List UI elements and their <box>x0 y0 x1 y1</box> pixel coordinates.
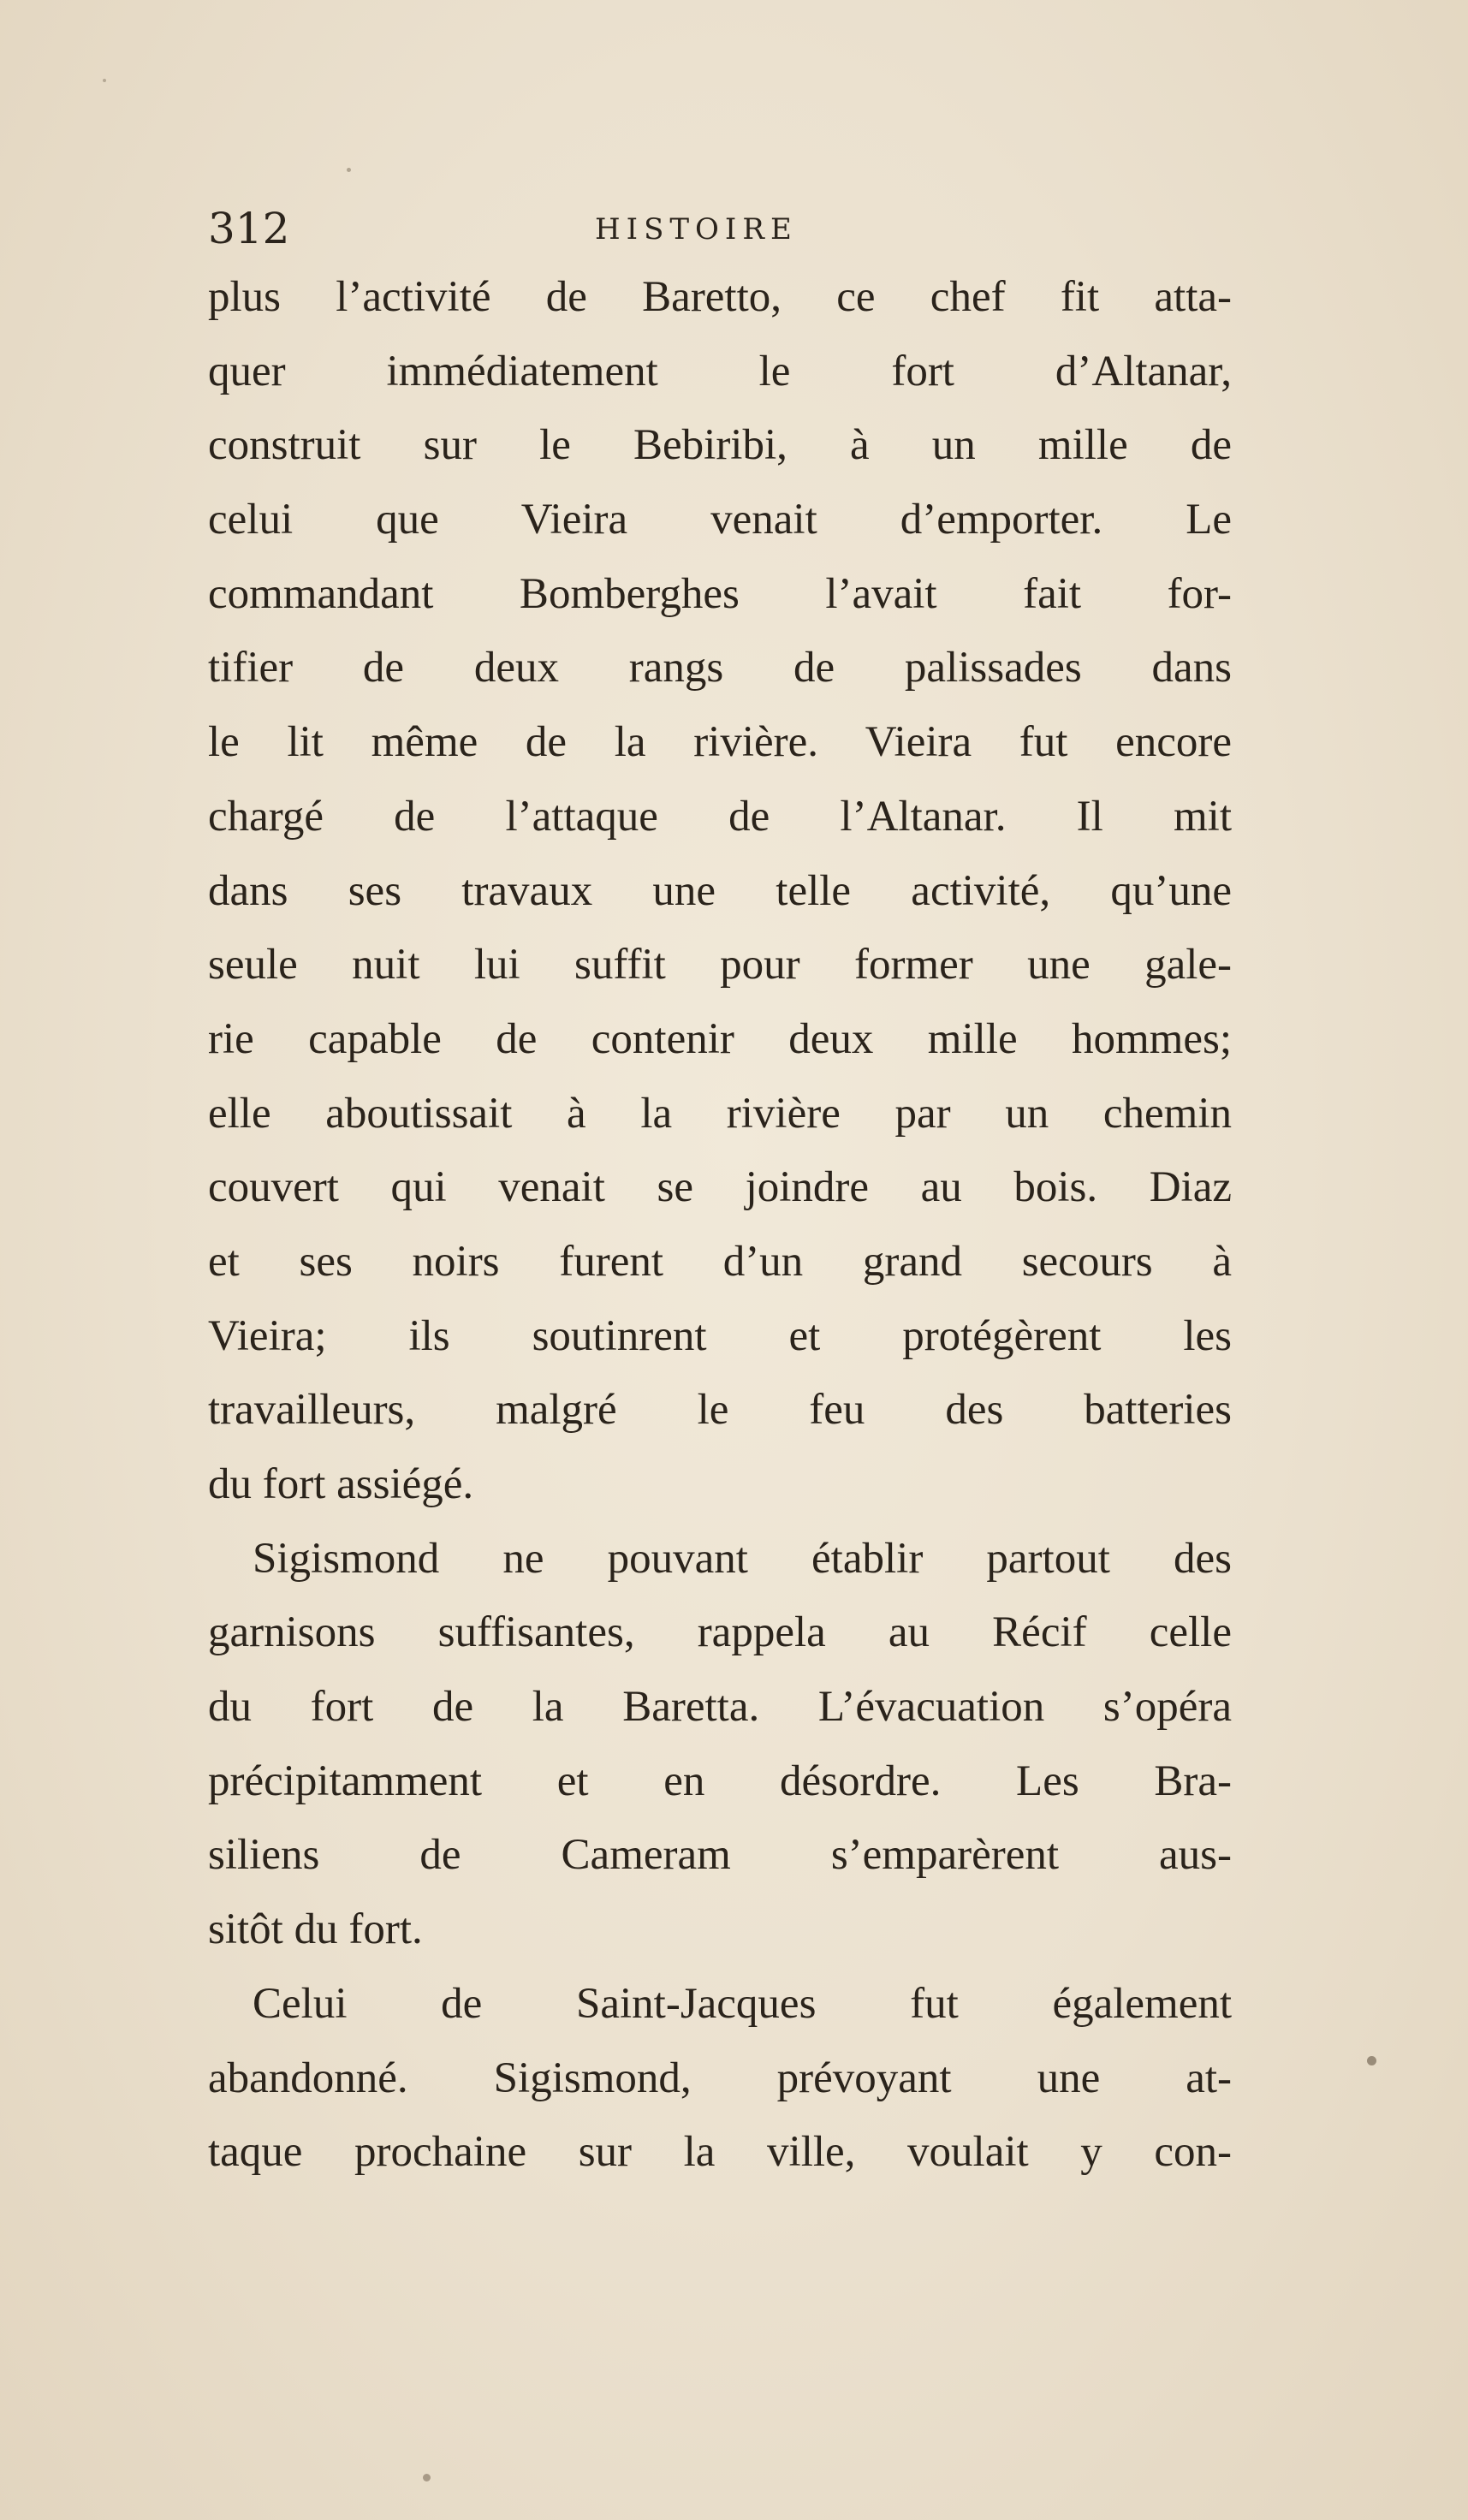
text-line: travailleurs, malgré le feu des batteries <box>208 1386 1232 1435</box>
text-line: garnisons suffisantes, rappela au Récif celle <box>208 1608 1232 1657</box>
foxing-spot <box>103 79 106 82</box>
running-title: HISTOIRE <box>595 212 798 247</box>
body-text <box>208 260 1232 2190</box>
foxing-spot <box>347 168 351 172</box>
page-number: 312 <box>208 204 290 253</box>
text-line: précipitamment et en désordre. Les Bra- <box>208 1756 1232 1805</box>
text-line: le lit même de la rivière. Vieira fut encore <box>208 718 1232 767</box>
text-line: rie capable de contenir deux mille hommes; <box>208 1014 1232 1063</box>
foxing-spot <box>423 2474 431 2481</box>
text-line: tifier de deux rangs de palissades dans <box>208 644 1232 692</box>
text-line: quer immédiatement le fort d’Altanar, <box>208 347 1232 395</box>
text-line: construit sur le Bebiribi, à un mille de <box>208 421 1232 470</box>
text-line: elle aboutissait à la rivière par un chemin <box>208 1089 1232 1138</box>
text-line: plus l’activité de Baretto, ce chef fit atta- <box>208 273 1232 321</box>
paragraph-2 <box>208 1522 1232 1967</box>
text-line: dans ses travaux une telle activité, qu’une <box>208 866 1232 915</box>
foxing-spot <box>1367 2056 1376 2065</box>
text-line: sitôt du fort. <box>208 1905 423 1954</box>
text-line: taque prochaine sur la ville, voulait y con- <box>208 2128 1232 2177</box>
text-line: et ses noirs furent d’un grand secours à <box>208 1237 1232 1286</box>
text-line: Celui de Saint-Jacques fut également <box>253 1979 1232 2028</box>
text-line: abandonné. Sigismond, prévoyant une at- <box>208 2053 1232 2102</box>
text-line: celui que Vieira venait d’emporter. Le <box>208 496 1232 544</box>
text-line: couvert qui venait se joindre au bois. Diaz <box>208 1163 1232 1212</box>
text-line: chargé de l’attaque de l’Altanar. Il mit <box>208 792 1232 841</box>
text-line: seule nuit lui suffit pour former une gale- <box>208 941 1232 990</box>
text-line: Vieira; ils soutinrent et protégèrent les <box>208 1311 1232 1360</box>
page-header <box>208 199 1252 259</box>
text-line: du fort assiégé. <box>208 1460 474 1508</box>
paragraph-3 <box>208 1967 1232 2190</box>
text-line: Sigismond ne pouvant établir partout des <box>253 1534 1232 1583</box>
text-line: commandant Bomberghes l’avait fait for- <box>208 569 1232 618</box>
paragraph-1 <box>208 260 1232 1522</box>
text-line: du fort de la Baretta. L’évacuation s’opéra <box>208 1683 1232 1732</box>
text-line: siliens de Cameram s’emparèrent aus- <box>208 1831 1232 1880</box>
